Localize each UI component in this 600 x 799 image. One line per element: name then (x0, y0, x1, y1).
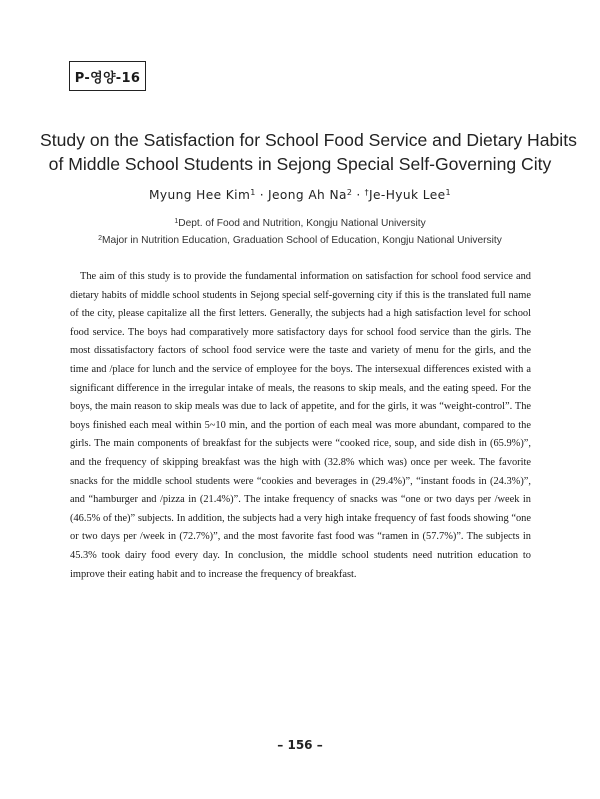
author-list (40, 188, 560, 202)
session-code: P-영양-16 (74, 70, 141, 86)
author-1 (149, 188, 256, 202)
paper-title (40, 128, 577, 176)
title-line-1: Study on the Satisfaction for School Food Service and Dietary Habits (40, 130, 577, 150)
affiliation-1-text: Dept. of Food and Nutrition, Kongju National University (178, 218, 426, 229)
page-number: – 156 – (277, 738, 323, 752)
author-1-sup: 1 (250, 188, 256, 197)
affiliation-1 (40, 214, 560, 231)
abstract-text: The aim of this study is to provide the fundamental information on satisfaction for school food service and dietary habits of middle school students in Sejong special self-governing city if this is the translated full name of the city, please capitalize all the first letters. Generally, the subjects had a high satisfaction level for school food service. The boys had comparatively more satisfactory days for school food service than the girls. The most dissatisfactory factors of school food service were the taste and variety of menu for the girls, and the time and /place for lunch and the service of employee for the boys. The intersexual differences existed with a significant difference in the irregular intake of meals, the reasons to skip meals, and the eating speed. For the boys, the main reason to skip meals was due to lack of appetite, and for the girls, it was “weight-control”. The boys finished each meal within 5~10 min, and the portion of each meal was more abundant, compared to the girls. The main components of breakfast for the subjects were “cooked rice, soup, and side dish in (65.9%)”, and the frequency of skipping breakfast was the high with (32.8% which was) once per week. The favorite snacks for the middle school students were “cookies and beverages in (29.4%)”, “instant foods in (24.3%)”, and “hamburger and /pizza in (21.4%)”. The intake frequency of snacks was “one or two days per /week in (46.5% of the)” subjects. In addition, the subjects had a very high intake frequency of fast foods showing “one or two days per /week in (72.7%)”, and the most favorite fast food was “ramen in (57.7%)”. The subjects in 45.3% took dairy food every day. In conclusion, the middle school students need nutrition education to improve their eating habit and to increase the frequency of breakfast. (70, 271, 531, 580)
affiliation-2-text: Major in Nutrition Education, Graduation School of Education, Kongju National University (102, 235, 502, 246)
session-code-box (69, 61, 146, 91)
affiliation-2 (40, 231, 560, 248)
author-2 (268, 188, 352, 202)
author-2-sup: 2 (346, 188, 353, 197)
affiliation-1-sup: 1 (174, 218, 179, 225)
title-line-2: of Middle School Students in Sejong Special Self-Governing City (48, 154, 552, 174)
author-3-name: Je-Hyuk Lee (369, 188, 446, 202)
affiliations (40, 214, 560, 248)
author-separator-2: · (356, 188, 361, 202)
corresponding-author-mark: † (364, 188, 370, 197)
affiliation-2-sup: 2 (98, 235, 103, 242)
author-1-name: Myung Hee Kim (148, 188, 251, 202)
author-3-sup: 1 (445, 188, 452, 197)
author-2-name: Jeong Ah Na (268, 188, 347, 202)
author-separator-1: · (259, 188, 265, 202)
author-3 (365, 188, 451, 202)
